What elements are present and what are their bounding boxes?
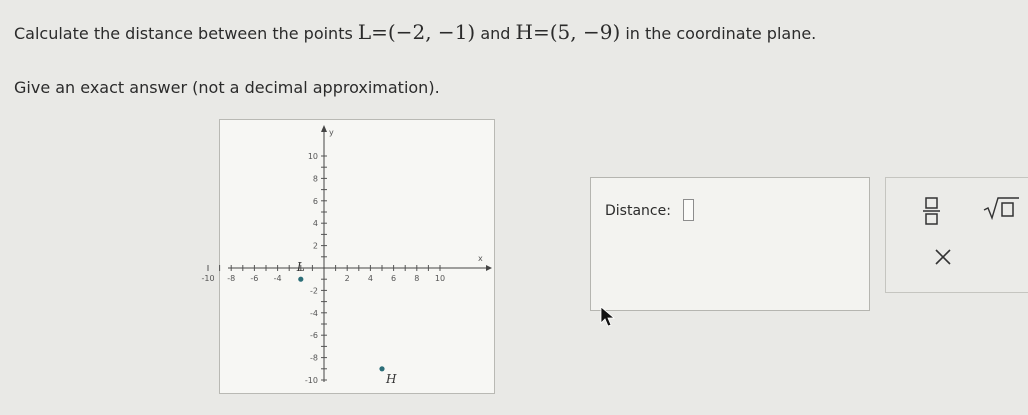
distance-input[interactable] [683,199,694,221]
x-tick-label: 10 [434,274,446,283]
y-tick-label: -8 [310,353,318,363]
y-tick-label: -10 [304,376,318,385]
point-h-marker [379,366,384,371]
x-tick-label: -8 [227,274,236,283]
y-tick-label: 8 [312,174,318,184]
question-and: and [480,24,511,43]
point-h-expression: H=(5, −9) [515,20,621,44]
y-tick-label: -6 [310,331,318,341]
distance-label: Distance: [605,203,671,219]
math-tool-panel [885,177,1028,293]
x-axis-arrow [486,265,492,271]
graph-canvas [201,120,494,393]
question-intro: Calculate the distance between the points [14,24,353,43]
y-tick-label: 4 [312,219,318,229]
x-tick-label: -4 [273,274,282,283]
point-l-label: L [296,260,305,275]
y-axis-arrow [321,125,327,132]
mouse-cursor-icon [600,306,616,328]
point-h-label: H [386,371,397,386]
clear-button[interactable] [931,244,955,270]
x-tick-label: 4 [367,274,373,283]
y-tick-label: 2 [312,241,318,251]
instruction-text: Give an exact answer (not a decimal approximation). [14,78,440,97]
x-tick-label: 2 [344,274,350,283]
y-tick-label: 10 [307,152,318,161]
answer-box [590,177,870,311]
x-axis-label: x [478,254,483,263]
close-icon [931,244,955,270]
y-tick-label: -4 [310,308,318,318]
y-axis-label: y [329,128,334,137]
y-tick-label: 6 [312,196,318,206]
x-tick-label: -10 [201,274,215,283]
coordinate-plane [201,119,495,394]
fraction-icon [919,194,945,228]
square-root-button[interactable] [982,194,1022,224]
point-l-marker [298,277,303,282]
x-tick-label: 8 [414,274,420,283]
square-root-icon [982,194,1022,224]
fraction-button[interactable] [919,194,945,228]
point-l-expression: L=(−2, −1) [357,20,476,44]
x-tick-label: 6 [391,274,397,283]
x-tick-label: -6 [250,274,259,283]
y-tick-label: -2 [310,286,318,296]
question-ending: in the coordinate plane. [625,24,817,43]
question-text [14,20,816,44]
